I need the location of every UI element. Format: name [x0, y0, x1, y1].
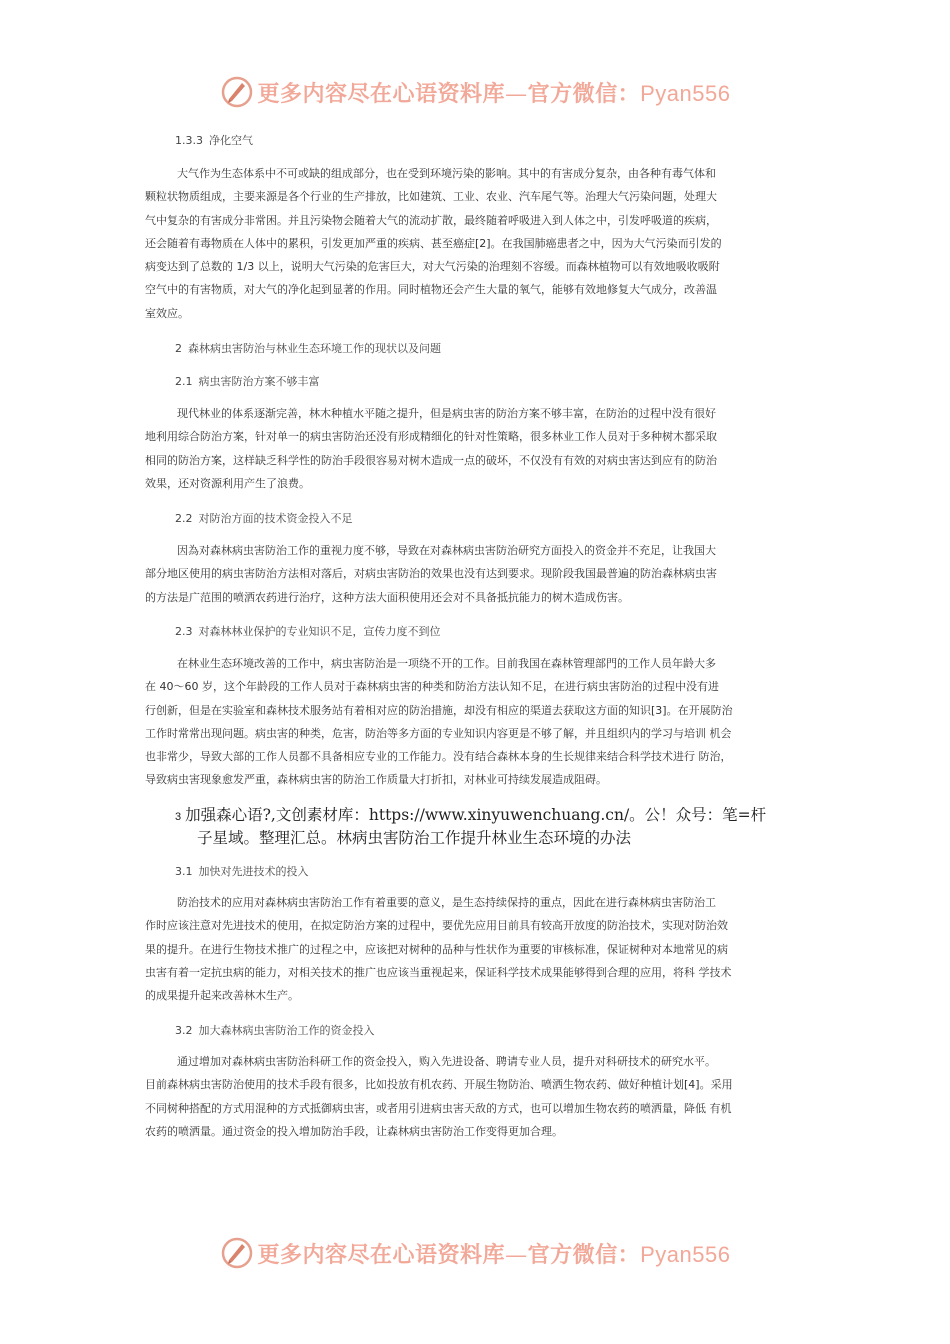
paragraph-line: 在 40～60 岁，这个年龄段的工作人员对于森林病虫害的种类和防治方法认知不足，在进行病虫害防治的过程中没有进 [145, 680, 719, 694]
paragraph-line: 不同树种搭配的方式用混种的方式抵御病虫害，或者用引进病虫害天敌的方式，也可以增加生物农药的喷洒量，降低 有机 [145, 1101, 732, 1115]
paragraph-line: 果的提升。在进行生物技术推广的过程之中，应该把对树种的品种与性状作为重要的审核标准，保证树种对本地常见的病 [145, 942, 728, 956]
paragraph-line: 颗粒状物质组成，主要来源是各个行业的生产排放，比如建筑、工业、农业、汽车尾气等。治理大气污染问题，处理大 [145, 190, 717, 204]
section-heading-3-2 [175, 1022, 375, 1038]
section-number: 2 [175, 342, 182, 355]
paragraph-line: 目前森林病虫害防治使用的技术手段有很多，比如投放有机农药、开展生物防治、喷洒生物农药、做好种植计划[4]。采用 [145, 1078, 733, 1092]
section-heading-3 [175, 805, 830, 849]
section-number: 3.2 [175, 1024, 193, 1037]
paragraph-line: 作时应该注意对先进技术的使用，在拟定防治方案的过程中，要优先应用目前具有较高开放度的防治技术，实现对防治效 [145, 919, 728, 933]
section-heading-2-2 [175, 510, 353, 526]
section-title: 病虫害防治方案不够丰富 [198, 375, 320, 388]
banner-label: 官方微信： [527, 80, 641, 107]
paragraph-3-1 [145, 891, 813, 1007]
paragraph-line: 因為对森林病虫害防治工作的重视力度不够，导致在对森林病虫害防治研究方面投入的资金并不充足，让我国大 [177, 544, 716, 557]
section-heading-2 [175, 340, 441, 356]
section-number: 3.1 [175, 865, 193, 878]
paragraph-line: 空气中的有害物质，对大气的净化起到显著的作用。同时植物还会产生大量的氧气，能够有效地修复大气成分，改善温 [145, 283, 717, 297]
section-title: 净化空气 [209, 134, 253, 147]
paragraph-line: 还会随着有毒物质在人体中的累积，引发更加严重的疾病、甚至癌症[2]。在我国肺癌患者之中，因为大气污染而引发的 [145, 236, 722, 250]
paragraph-line: 效果，还对资源利用产生了浪费。 [145, 476, 310, 490]
section-heading-3-1 [175, 863, 309, 879]
banner-wechat: Pyan556 [640, 80, 731, 106]
paragraph-line: 农药的喷洒量。通过资金的投入增加防治手段，让森林病虫害防治工作变得更加合理。 [145, 1124, 563, 1138]
paragraph-line: 防治技术的应用对森林病虫害防治工作有着重要的意义，是生态持续保持的重点，因此在进行森林病虫害防治工 [177, 896, 716, 909]
paragraph-line: 病变达到了总数的 1/3 以上，说明大气污染的危害巨大，对大气污染的治理刻不容缓。而森林植物可以有效地吸收吸附 [145, 260, 720, 274]
section-title-line-1: 加强森心语?,文创素材库：https://www.xinyuwenchuang.cn/。公！众号：笔=杆 [185, 806, 767, 824]
paragraph-2-2 [145, 539, 813, 609]
banner-text: 更多内容尽在心语资料库 [257, 80, 506, 107]
paragraph-line: 在林业生态环境改善的工作中，病虫害防治是一项绕不开的工作。目前我国在森林管理部門的工作人员年龄大多 [177, 657, 716, 670]
paragraph-2-1 [145, 402, 813, 495]
footer-banner [0, 1233, 950, 1273]
paragraph-line: 虫害有着一定抗虫病的能力，对相关技术的推广也应该当重视起来，保证科学技术成果能够得到合理的应用，将科 学技术 [145, 965, 732, 979]
section-title: 森林病虫害防治与林业生态环境工作的现状以及问题 [188, 342, 441, 355]
paragraph-line: 部分地区使用的病虫害防治方法相对落后，对病虫害防治的效果也没有达到要求。现阶段我国最普遍的防治森林病虫害 [145, 567, 717, 581]
banner-dash: — [505, 81, 528, 107]
paragraph-2-3 [145, 652, 813, 792]
paragraph-line: 导致病虫害现象愈发严重，森林病虫害的防治工作质量大打折扣，对林业可持续发展造成阻碍。 [145, 773, 607, 787]
section-number: 1.3.3 [175, 134, 203, 147]
section-number: 2.3 [175, 625, 193, 638]
logo-icon [220, 75, 254, 109]
section-title: 加大森林病虫害防治工作的资金投入 [198, 1024, 375, 1037]
banner-label: 官方微信： [527, 1241, 641, 1268]
section-title: 对防治方面的技术资金投入不足 [198, 512, 353, 525]
paragraph-line: 大气作为生态体系中不可或缺的组成部分，也在受到环境污染的影响。其中的有害成分复杂，由各种有毒气体和 [177, 167, 716, 180]
section-title: 对森林林业保护的专业知识不足，宣传力度不到位 [198, 625, 441, 638]
paragraph-line: 的方法是广范围的喷洒农药进行治疗，这种方法大面积使用还会对不具备抵抗能力的树木造成伤害。 [145, 590, 629, 604]
paragraph-3-2 [145, 1050, 813, 1143]
paragraph-line: 工作时常常出现问题。病虫害的种类，危害，防治等多方面的专业知识内容更是不够了解，并且组织内的学习与培训 机会 [145, 726, 732, 740]
paragraph-line: 行创新，但是在实验室和森林技术服务站有着相对应的防治措施，却没有相应的渠道去获取这方面的知识[3]。在开展防治 [145, 703, 733, 717]
section-number: 3 [175, 811, 182, 823]
paragraph-line: 现代林业的体系逐渐完善，林木种植水平随之提升，但是病虫害的防治方案不够丰富，在防治的过程中没有很好 [177, 407, 716, 420]
paragraph-line: 相同的防治方案，这样缺乏科学性的防治手段很容易对树木造成一点的破坏，不仅没有有效的对病虫害达到应有的防治 [145, 453, 717, 467]
section-title-line-2: 子星域。整理汇总。林病虫害防治工作提升林业生态环境的办法 [197, 829, 632, 847]
header-banner [0, 72, 950, 112]
section-number: 2.2 [175, 512, 193, 525]
paragraph-line: 地利用综合防治方案，针对单一的病虫害防治还没有形成精细化的针对性策略，很多林业工作人员对于多种树木都采取 [145, 430, 717, 444]
banner-text: 更多内容尽在心语资料库 [257, 1241, 506, 1268]
paragraph-line: 也非常少，导致大部的工作人员都不具备相应专业的工作能力。没有结合森林本身的生长规律来结合科学技术进行 防治， [145, 750, 732, 764]
paragraph-line: 气中复杂的有害成分非常困。并且污染物会随着大气的流动扩散，最终随着呼吸进入到人体之中，引发呼吸道的疾病， [145, 213, 717, 227]
logo-icon [220, 1236, 254, 1270]
section-number: 2.1 [175, 375, 193, 388]
paragraph-line: 的成果提升起来改善林木生产。 [145, 989, 299, 1003]
paragraph-line: 室效应。 [145, 306, 189, 320]
paragraph-line: 通过增加对森林病虫害防治科研工作的资金投入，购入先进设备、聘请专业人员，提升对科研技术的研究水平。 [177, 1055, 716, 1068]
section-heading-1-3-3 [175, 132, 253, 148]
banner-wechat: Pyan556 [640, 1241, 731, 1267]
section-heading-2-1 [175, 373, 320, 389]
paragraph-1-3-3 [145, 162, 813, 325]
section-title: 加快对先进技术的投入 [198, 865, 309, 878]
section-heading-2-3 [175, 623, 441, 639]
banner-dash: — [505, 1242, 528, 1268]
